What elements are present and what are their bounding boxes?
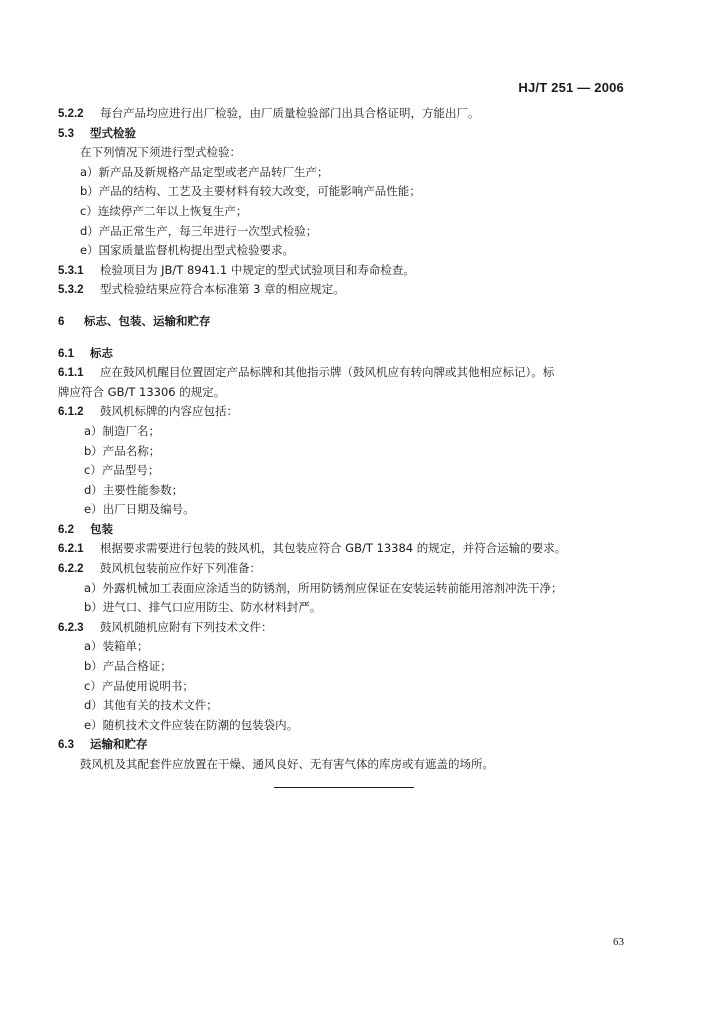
list-item: c）连续停产二年以上恢复生产； (80, 203, 248, 218)
list-item: d）产品正常生产，每三年进行一次型式检验； (80, 223, 318, 238)
list-item: e）随机技术文件应装在防潮的包装袋内。 (84, 717, 299, 732)
section-6-2-heading (58, 520, 638, 540)
section-title: 运输和贮存 (90, 737, 148, 752)
clause-number: 5.3.2 (58, 284, 84, 297)
clause-6-2-3 (58, 618, 638, 638)
section-number: 6.1 (58, 347, 74, 360)
clause-text: 鼓风机随机应附有下列技术文件： (100, 619, 273, 634)
section-number: 5.3 (58, 127, 74, 140)
clause-text: 检验项目为 JB/T 8941.1 中规定的型式试验项目和寿命检查。 (100, 262, 415, 277)
standard-code-header: HJ/T 251 — 2006 (518, 80, 624, 95)
list-item: d）主要性能参数； (84, 482, 184, 497)
section-6-1-heading (58, 344, 638, 364)
section-title: 型式检验 (90, 125, 136, 140)
chapter-title: 标志、包装、运输和贮存 (84, 313, 211, 328)
page-number: 63 (613, 936, 624, 948)
section-title: 标志 (90, 345, 113, 360)
list-item: b）产品合格证； (84, 659, 172, 674)
clause-5-3-1 (58, 261, 638, 281)
clause-number: 6.2.3 (58, 621, 84, 634)
section-6-3-heading (58, 735, 638, 755)
clause-text-line1: 应在鼓风机醒目位置固定产品标牌和其他指示牌（鼓风机应有转向牌或其他相应标记）。标 (100, 365, 555, 380)
list-item: b）产品的结构、工艺及主要材料有较大改变，可能影响产品性能； (80, 184, 421, 199)
chapter-number: 6 (58, 315, 65, 328)
clause-text: 鼓风机包装前应作好下列准备： (100, 561, 261, 576)
section-6-3-text: 鼓风机及其配套件应放置在干燥、通风良好、无有害气体的库房或有遮盖的场所。 (80, 757, 494, 771)
clause-5-2-2 (58, 104, 638, 124)
clause-number: 6.2.1 (58, 543, 84, 556)
list-item: d）其他有关的技术文件； (84, 698, 218, 713)
clause-6-2-1 (58, 539, 638, 559)
section-title: 包装 (90, 521, 113, 536)
clause-6-2-2 (58, 559, 638, 579)
section-number: 6.2 (58, 523, 74, 536)
clause-number: 5.2.2 (58, 108, 84, 120)
list-item: b）产品名称； (84, 443, 161, 458)
clause-5-3-2 (58, 280, 638, 300)
section-number: 6.3 (58, 739, 74, 752)
end-of-text-rule (274, 787, 414, 788)
list-item: a）外露机械加工表面应涂适当的防锈剂，所用防锈剂应保证在安装运转前能用溶剂冲洗干净； (84, 580, 563, 595)
clause-text: 鼓风机标牌的内容应包括： (100, 404, 238, 419)
list-item: c）产品型号； (84, 463, 160, 478)
clause-text: 每台产品均应进行出厂检验，由厂质量检验部门出具合格证明，方能出厂。 (100, 106, 480, 120)
list-item: e）出厂日期及编号。 (84, 502, 195, 517)
chapter-6-heading (58, 312, 638, 332)
list-item: a）新产品及新规格产品定型或老产品转厂生产； (80, 164, 329, 179)
clause-6-1-1-continuation: 牌应符合 GB/T 13306 的规定。 (58, 384, 226, 399)
clause-6-1-2 (58, 402, 638, 422)
clause-number: 5.3.1 (58, 264, 84, 277)
section-5-3-intro: 在下列情况下须进行型式检验： (80, 145, 241, 160)
document-body (58, 104, 638, 775)
list-item: c）产品使用说明书； (84, 678, 194, 693)
list-item: e）国家质量监督机构提出型式检验要求。 (80, 243, 295, 258)
clause-number: 6.1.1 (58, 367, 84, 380)
clause-text: 根据要求需要进行包装的鼓风机，其包装应符合 GB/T 13384 的规定，并符合运输的要求。 (100, 541, 567, 556)
list-item: a）装箱单； (84, 639, 149, 654)
clause-number: 6.1.2 (58, 406, 84, 419)
list-item: a）制造厂名； (84, 423, 161, 438)
clause-number: 6.2.2 (58, 563, 84, 576)
clause-text: 型式检验结果应符合本标准第 3 章的相应规定。 (100, 282, 345, 297)
list-item: b）进气口、排气口应用防尘、防水材料封严。 (84, 600, 322, 615)
clause-6-1-1 (58, 363, 638, 383)
section-5-3-heading (58, 124, 638, 144)
